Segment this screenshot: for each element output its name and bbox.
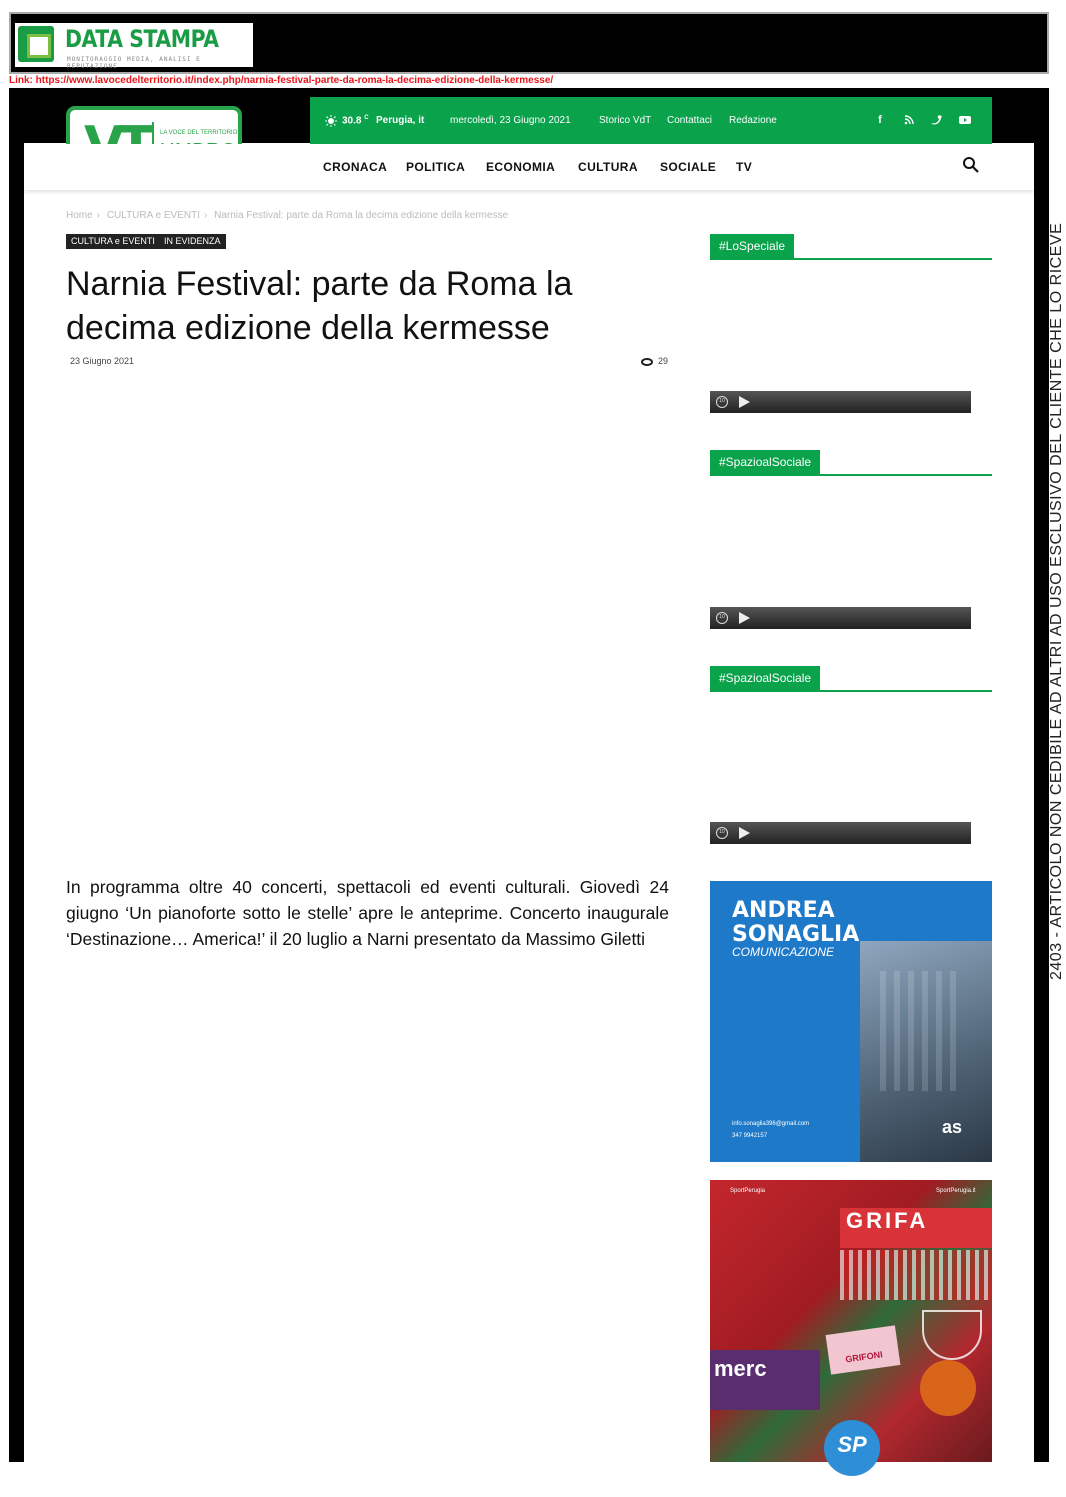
sidebar-block-spazioalsociale-2 [710,666,992,692]
ad-sport-banner: GRIFA [840,1208,992,1248]
breadcrumb-separator: › [96,210,101,221]
ad-sport-perugia[interactable] [710,1180,992,1462]
article-date: 23 Giugno 2021 [70,356,135,366]
play-icon[interactable] [739,612,750,624]
main-nav [24,144,1034,190]
sun-icon [325,115,337,127]
page-frame-right [1034,88,1049,1462]
ad-subtitle: COMUNICAZIONE [732,945,834,959]
nav-item-economia[interactable]: ECONOMIA [486,160,556,174]
rewind-icon[interactable]: 10 [716,612,728,624]
nav-item-sociale[interactable]: SOCIALE [660,160,717,174]
twitter-icon[interactable] [928,111,946,129]
breadcrumb-current: Narnia Festival: parte da Roma la decima edizione della kermesse [214,210,509,221]
data-stampa-logo-icon [18,26,54,62]
ad-contact-phone: 347 9942157 [732,1133,768,1139]
sidebar-block-spazioalsociale [710,450,992,476]
ad-building-image [860,941,992,1162]
rewind-icon[interactable]: 10 [716,827,728,839]
site-logo-small-text: LA VOCE DEL TERRITORIO [160,130,238,136]
top-link-storico[interactable]: Storico VdT [599,115,652,126]
nav-item-tv[interactable]: TV [736,160,753,174]
sidebar-block-title[interactable]: #SpazioalSociale [710,666,820,691]
data-stampa-brand: DATA STAMPA [65,25,219,53]
data-stampa-logo [15,23,253,70]
nav-item-politica[interactable]: POLITICA [406,160,466,174]
breadcrumb-home[interactable]: Home [66,210,93,221]
top-link-redazione[interactable]: Redazione [729,115,777,126]
facebook-icon[interactable]: f [878,114,882,126]
search-icon[interactable] [962,156,980,174]
sidebar-block-lospeciale [710,234,992,260]
media-player[interactable] [710,607,971,629]
ad-andrea-sonaglia[interactable] [710,881,992,1162]
basketball-net-icon [922,1310,982,1360]
eye-icon [641,358,653,366]
vertical-copyright-note: 2403 - ARTICOLO NON CEDIBILE AD ALTRI AD USO ESCLUSIVO DEL CLIENTE CHE LO RICEVE [1048,222,1065,980]
tag-in-evidenza[interactable]: IN EVIDENZA [159,234,226,249]
sidebar-block-title[interactable]: #LoSpeciale [710,234,794,259]
ad-sport-volley-image: merc [710,1350,820,1410]
data-stampa-tagline: MONITORAGGIO MEDIA, ANALISI E REPUTAZIONE [67,56,201,70]
top-bar-date: mercoledì, 23 Giugno 2021 [450,115,571,126]
ad-name: ANDREA SONAGLIA [732,898,860,947]
ad-sport-grifoni-badge: GRIFONI [826,1325,901,1374]
ad-logo-mark: as [942,1117,963,1137]
top-bar [310,97,992,144]
breadcrumb-separator: › [203,210,208,221]
ad-sport-crowd-image [840,1250,992,1300]
sidebar-block-title[interactable]: #SpazioalSociale [710,450,820,475]
page-frame-left [9,88,24,1462]
basketball-icon [920,1360,976,1416]
rss-icon[interactable] [900,111,918,129]
source-link[interactable]: Link: https://www.lavocedelterritorio.it/index.php/narnia-festival-parte-da-roma-la-decima-edizione-della-kermesse/ [9,75,554,86]
tag-cultura-eventi[interactable]: CULTURA e EVENTI [66,234,160,249]
ad-contact-email: info.sonaglia396@gmail.com [732,1121,810,1127]
views-count: 29 [658,356,669,366]
ad-sport-instagram: SportPerugia.it [936,1188,976,1194]
ad-sport-logo: SP [824,1420,880,1476]
breadcrumb [66,210,512,221]
rewind-icon[interactable]: 10 [716,396,728,408]
article-views [641,356,668,366]
weather-unit: C [364,115,369,121]
play-icon[interactable] [739,396,750,408]
nav-item-cronaca[interactable]: CRONACA [323,160,388,174]
breadcrumb-category[interactable]: CULTURA e EVENTI [106,210,200,221]
media-player[interactable] [710,822,971,844]
youtube-icon[interactable] [956,111,974,129]
play-icon[interactable] [739,827,750,839]
weather-temperature: 30.8 $^C$ [342,115,369,127]
nav-item-cultura[interactable]: CULTURA [578,160,638,174]
ad-sport-facebook: SportPerugia [730,1188,766,1194]
article-title: Narnia Festival: parte da Roma la decima edizione della kermesse [66,265,573,347]
article-lead: In programma oltre 40 concerti, spettacoli ed eventi culturali. Giovedì 24 giugno ‘Un pianoforte sotto le stelle’ apre le anteprime. Concerto inaugurale ‘Destinazione… America!’ il 20 luglio a Narni presentato da Massimo Giletti [66,877,669,949]
weather-city: Perugia, it [376,115,425,126]
data-stampa-header [9,12,1049,74]
top-link-contattaci[interactable]: Contattaci [667,115,713,126]
media-player[interactable] [710,391,971,413]
